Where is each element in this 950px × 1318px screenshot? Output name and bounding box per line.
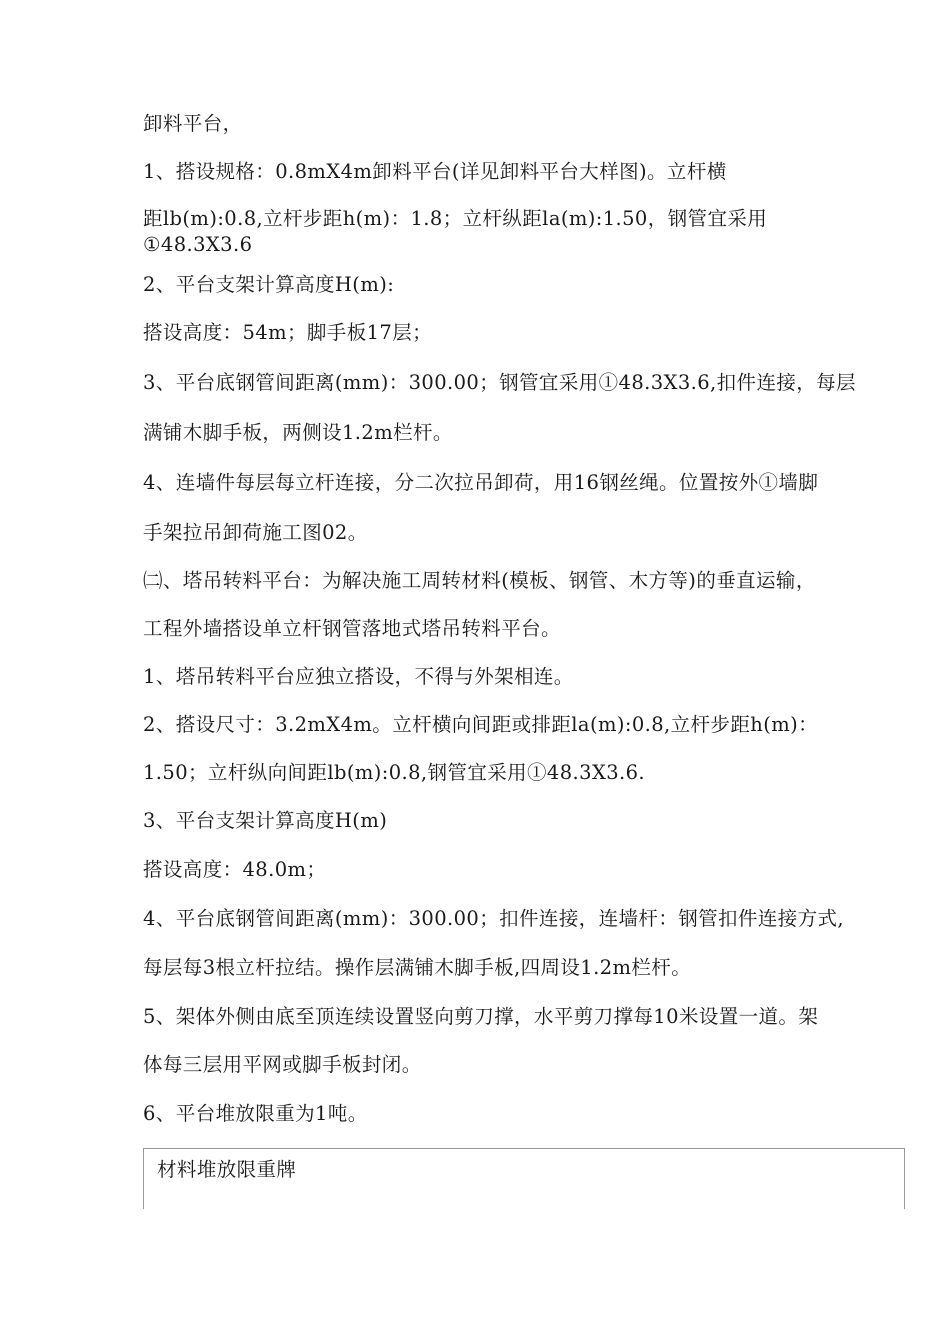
paragraph-line: 2、搭设尺寸：3.2mX4m。立杆横向间距或排距la(m):0.8,立杆步距h(m)： [143,713,819,736]
paragraph-line: 搭设高度：48.0m； [143,858,327,881]
paragraph-line: 6、平台堆放限重为1吨。 [143,1102,368,1125]
paragraph-line: 1.50；立杆纵向间距lb(m):0.8,钢管宜采用①48.3X3.6. [143,761,646,784]
paragraph-line: 4、平台底钢管间距离(mm)：300.00；扣件连接，连墙杆：钢管扣件连接方式, [143,907,845,930]
paragraph-line: 5、架体外侧由底至顶连续设置竖向剪刀撑，水平剪刀撑每10米设置一道。架 [143,1005,819,1028]
paragraph-line: 满铺木脚手板，两侧设1.2m栏杆。 [143,421,453,444]
section-heading-unloading-platform: 卸料平台， [143,112,243,135]
paragraph-line: 1、塔吊转料平台应独立搭设，不得与外架相连。 [143,665,574,688]
paragraph-line: 4、连墙件每层每立杆连接，分二次拉吊卸荷，用16钢丝绳。位置按外①墙脚 [143,471,819,494]
paragraph-line: 1、搭设规格：0.8mX4m卸料平台(详见卸料平台大样图)。立杆横 [143,160,727,183]
paragraph-line: 每层每3根立杆拉结。操作层满铺木脚手板,四周设1.2m栏杆。 [143,956,692,979]
paragraph-line: 2、平台支架计算高度H(m): [143,273,395,296]
paragraph-line: ㈡、塔吊转料平台：为解决施工周转材料(模板、钢管、木方等)的垂直运输， [143,569,816,592]
load-limit-sign-table [143,1148,905,1209]
paragraph-line: 搭设高度：54m；脚手板17层； [143,321,433,344]
paragraph-line: ①48.3X3.6 [143,233,253,256]
paragraph-line: 3、平台底钢管间距离(mm)：300.00；钢管宜采用①48.3X3.6,扣件连接，每层 [143,371,856,394]
paragraph-line: 3、平台支架计算高度H(m) [143,809,388,832]
paragraph-line: 距lb(m):0.8,立杆步距h(m)：1.8；立杆纵距la(m):1.50，钢管宜采用 [143,207,768,230]
paragraph-line: 工程外墙搭设单立杆钢管落地式塔吊转料平台。 [143,617,561,640]
paragraph-line: 手架拉吊卸荷施工图02。 [143,521,368,544]
table-title: 材料堆放限重牌 [157,1158,297,1181]
paragraph-line: 体每三层用平网或脚手板封闭。 [143,1053,422,1076]
